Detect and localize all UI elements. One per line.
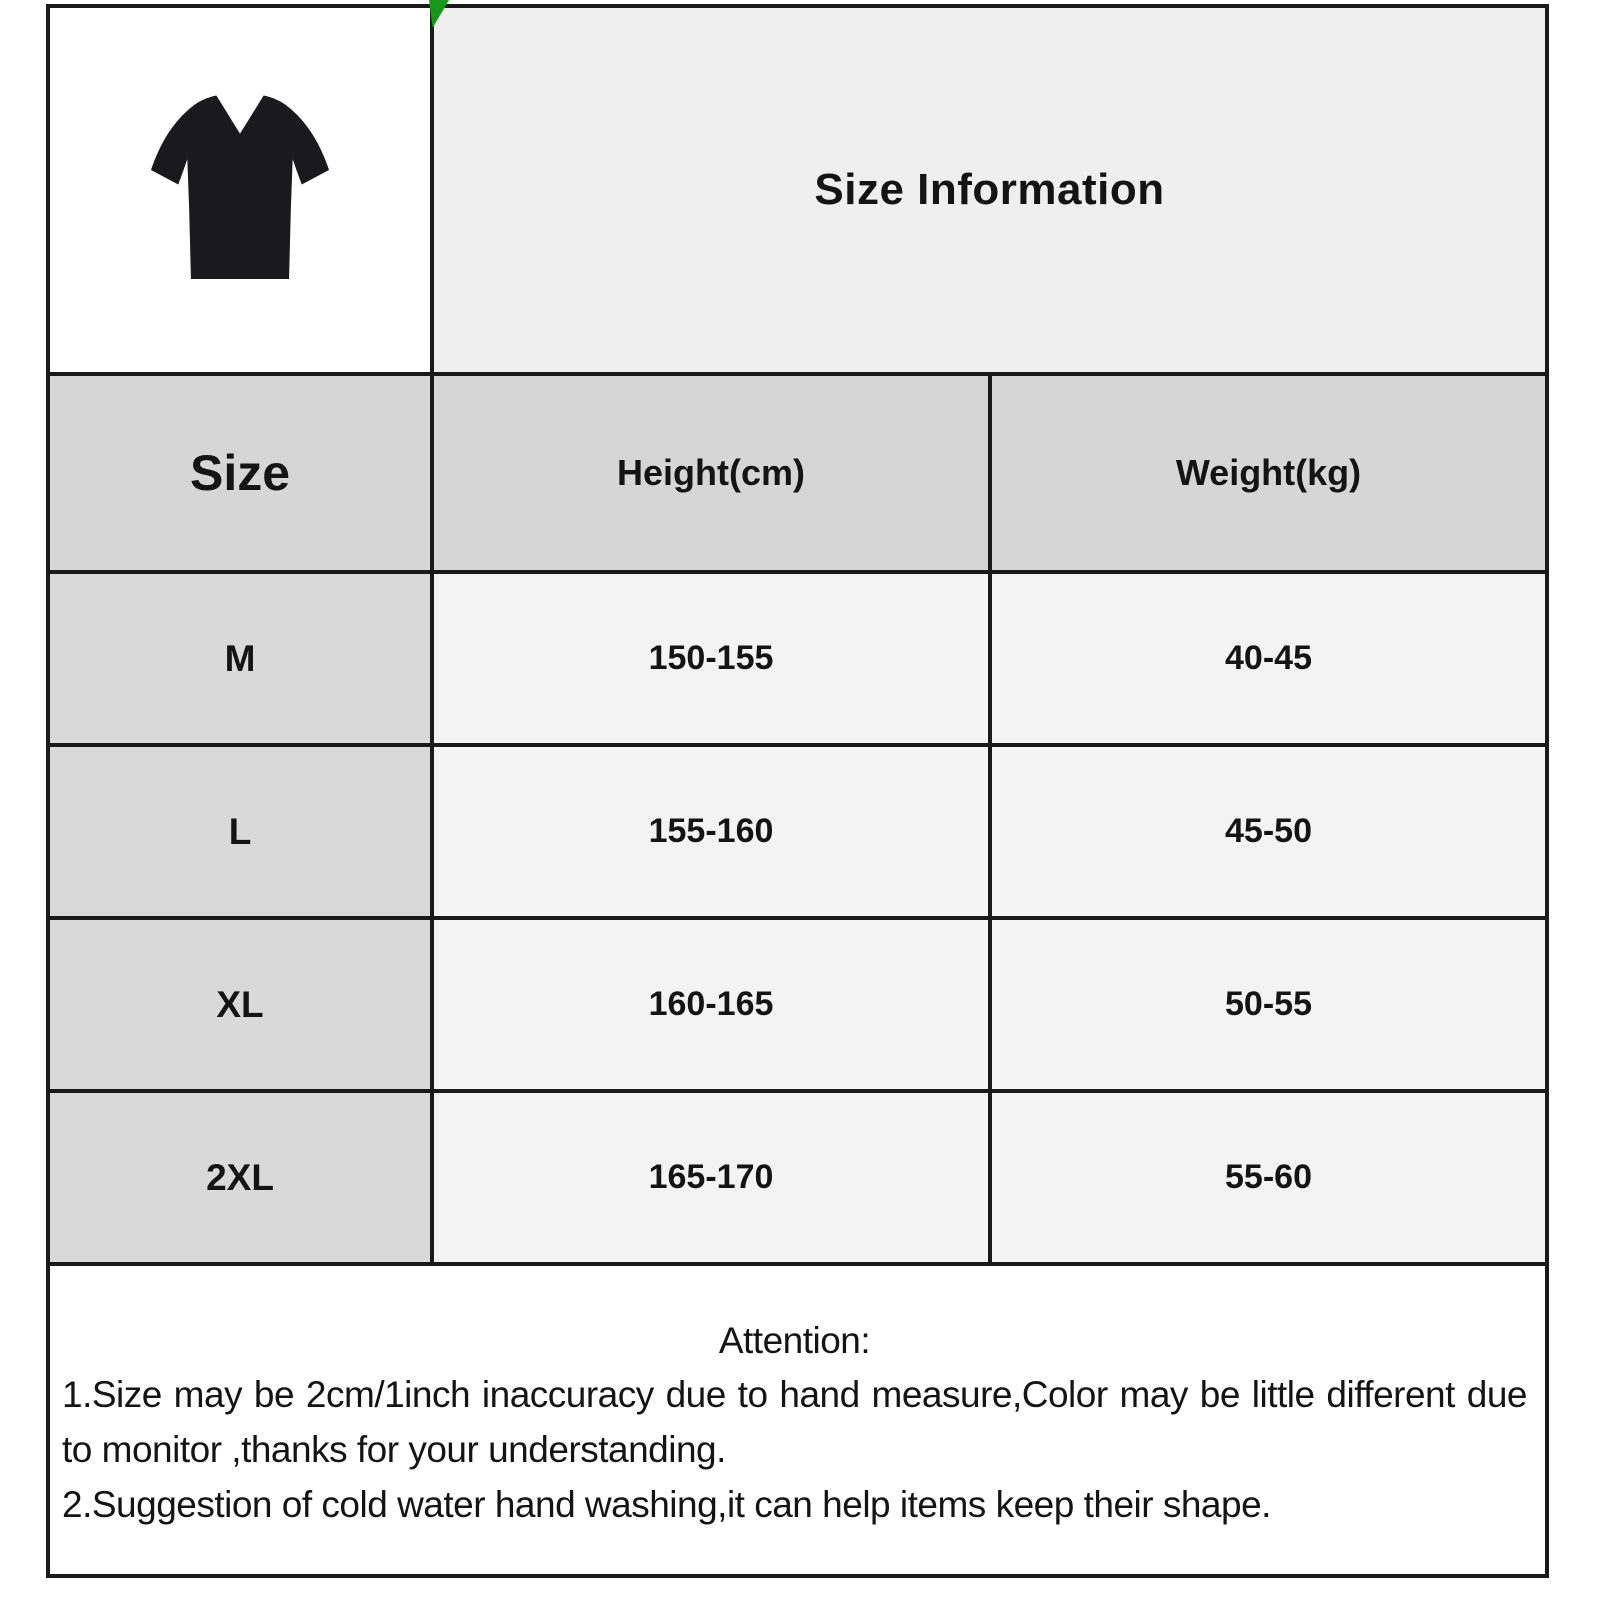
product-image-cell [48,6,432,374]
attention-cell [48,1264,1547,1576]
column-header-height: Height(cm) [432,374,990,572]
sheet-title-cell [432,6,1547,374]
tshirt-image [50,74,430,306]
table-row-xl [48,918,1547,1091]
size-label: 2XL [48,1091,432,1264]
sheet-title: Size Information [814,165,1165,214]
attention-note-1: 1.Size may be 2cm/1inch inaccuracy due to hand measure,Color may be little different due to monitor ,thanks for your understanding. [62,1374,1527,1470]
tshirt-icon [131,74,349,306]
height-value: 150-155 [432,572,990,745]
column-header-size: Size [48,374,432,572]
weight-value: 50-55 [990,918,1547,1091]
title-row [48,6,1547,374]
column-header-weight: Weight(kg) [990,374,1547,572]
weight-value: 45-50 [990,745,1547,918]
size-chart-table [46,4,1549,1578]
height-value: 155-160 [432,745,990,918]
weight-value: 40-45 [990,572,1547,745]
attention-note-2: 2.Suggestion of cold water hand washing,it can help items keep their shape. [62,1483,1271,1525]
weight-value: 55-60 [990,1091,1547,1264]
table-row-l [48,745,1547,918]
height-value: 160-165 [432,918,990,1091]
attention-row [48,1264,1547,1576]
height-value: 165-170 [432,1091,990,1264]
table-row-2xl [48,1091,1547,1264]
size-label: L [48,745,432,918]
table-row-m [48,572,1547,745]
header-row [48,374,1547,572]
attention-heading: Attention: [718,1319,871,1361]
size-label: M [48,572,432,745]
size-label: XL [48,918,432,1091]
